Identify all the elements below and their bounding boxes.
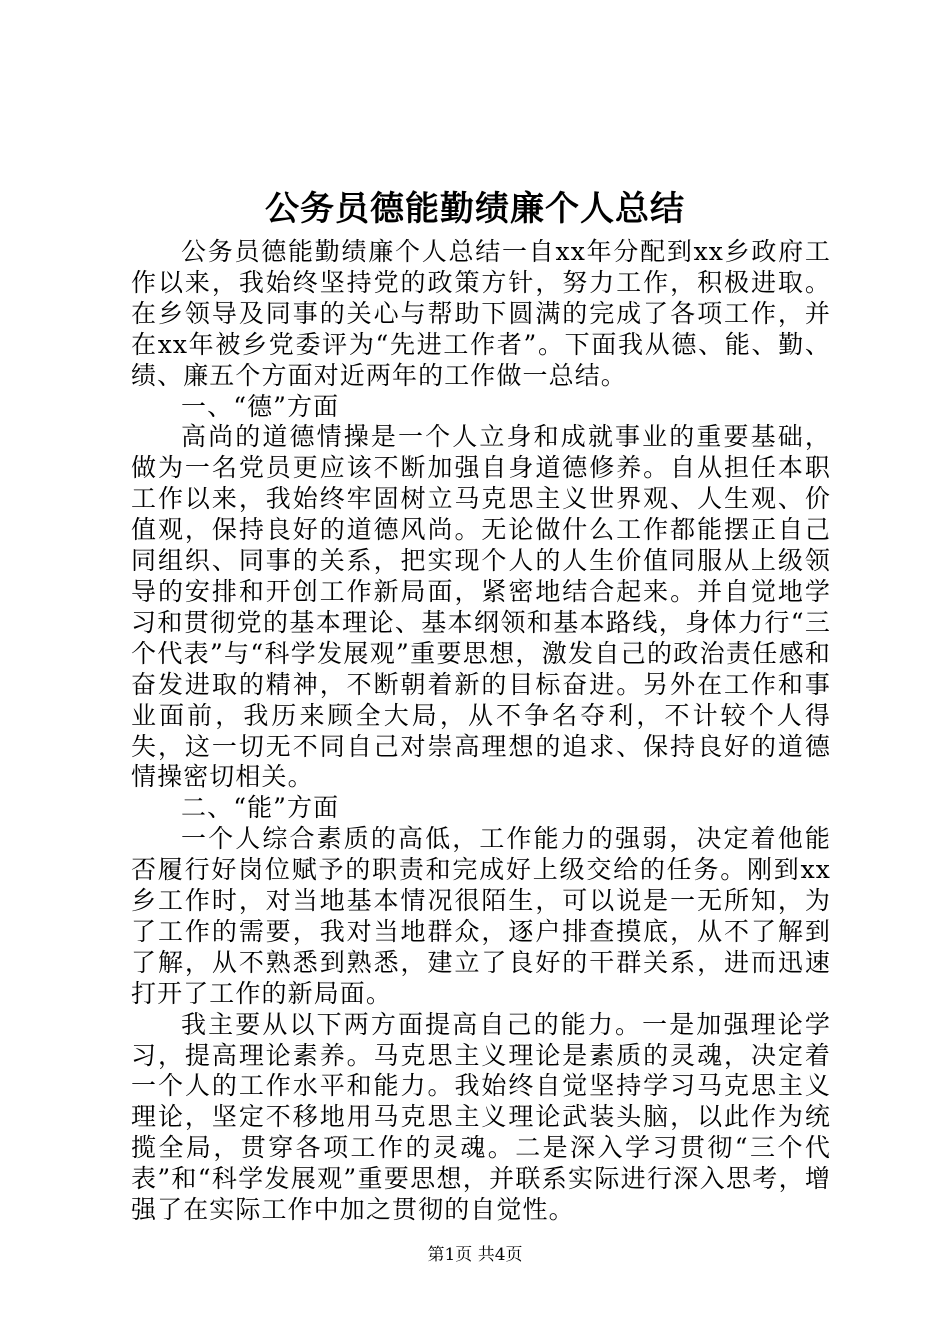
intro-paragraph: 公务员德能勤绩廉个人总结一自xx年分配到xx乡政府工作以来，我始终坚持党的政策方针，努力工作，积极进取。在乡领导及同事的关心与帮助下圆满的完成了各项工作，并在xx年被乡党委评为“先进工作者”。下面我从德、能、勤、绩、廉五个方面对近两年的工作做一总结。 bbox=[131, 237, 831, 390]
page-footer: 第1页 共4页 bbox=[427, 1245, 523, 1265]
ability-paragraph: 我主要从以下两方面提高自己的能力。一是加强理论学习，提高理论素养。马克思主义理论是素质的灵魂，决定着一个人的工作水平和能力。我始终自觉坚持学习马克思主义理论，坚定不移地用马克思主义理论武装头脑，以此作为统揽全局，贯穿各项工作的灵魂。二是深入学习贯彻“三个代表”和“科学发展观”重要思想，并联系实际进行深入思考，增强了在实际工作中加之贯彻的自觉性。 bbox=[131, 1009, 831, 1225]
document-body bbox=[131, 237, 831, 1226]
section-heading-de: 一、“德”方面 bbox=[181, 391, 340, 421]
section-heading-neng: 二、“能”方面 bbox=[181, 793, 340, 823]
document-title: 公务员德能勤绩廉个人总结 bbox=[265, 189, 685, 229]
de-paragraph: 高尚的道德情操是一个人立身和成就事业的重要基础，做为一名党员更应该不断加强自身道德修养。自从担任本职工作以来，我始终牢固树立马克思主义世界观、人生观、价值观，保持良好的道德风尚。无论做什么工作都能摆正自己同组织、同事的关系，把实现个人的人生价值同服从上级领导的安排和开创工作新局面，紧密地结合起来。并自觉地学习和贯彻党的基本理论、基本纲领和基本路线，身体力行“三个代表”与“科学发展观”重要思想，激发自己的政治责任感和奋发进取的精神，不断朝着新的目标奋进。另外在工作和事业面前，我历来顾全大局，从不争名夺利，不计较个人得失，这一切无不同自己对崇高理想的追求、保持良好的道德情操密切相关。 bbox=[131, 422, 831, 792]
neng-paragraph: 一个人综合素质的高低，工作能力的强弱，决定着他能否履行好岗位赋予的职责和完成好上级交给的任务。刚到xx乡工作时，对当地基本情况很陌生，可以说是一无所知，为了工作的需要，我对当地群众，逐户排查摸底，从不了解到了解，从不熟悉到熟悉，建立了良好的干群关系，进而迅速打开了工作的新局面。 bbox=[131, 824, 831, 1008]
